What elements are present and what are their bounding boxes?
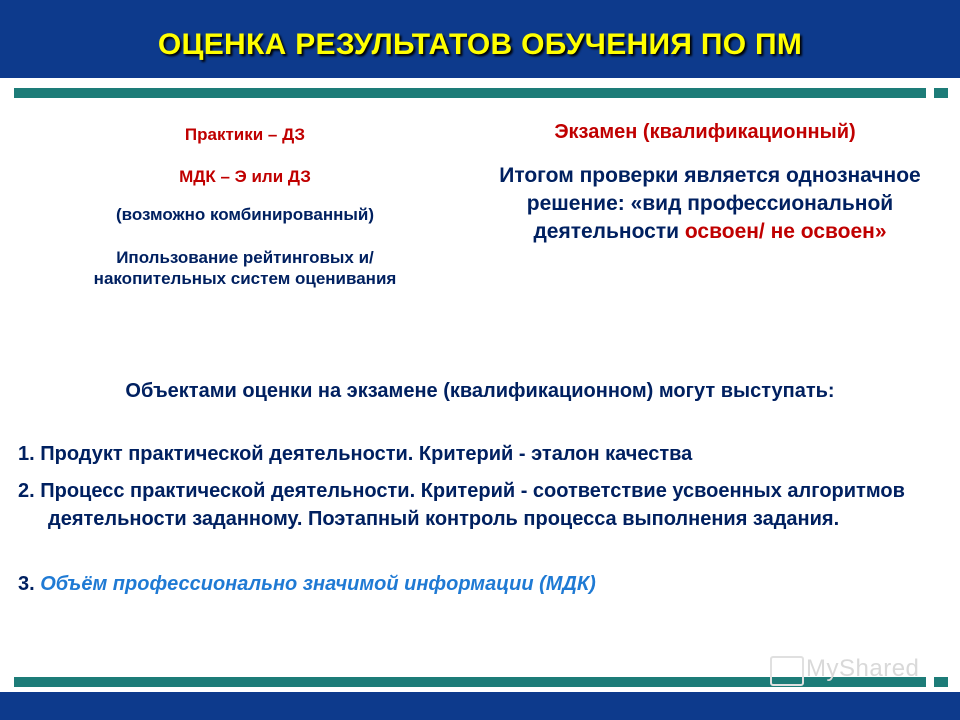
top-divider-bar	[14, 88, 926, 98]
watermark-text: MyShared	[806, 655, 920, 682]
exam-description-text: Итогом проверки является однозначное решение: «вид профессиональной деятельности	[499, 164, 921, 243]
slide-title: ОЦЕНКА РЕЗУЛЬТАТОВ ОБУЧЕНИЯ ПО ПМ	[157, 28, 803, 61]
left-line-mdk: МДК – Э или ДЗ	[179, 167, 311, 186]
list-item-number: 1.	[18, 443, 35, 465]
watermark-logo-icon	[770, 656, 804, 686]
list-item-number: 2.	[18, 480, 35, 502]
list-item	[18, 570, 960, 598]
list-item-text: Процесс практической деятельности. Критерий - соответствие усвоенных алгоритмов деятельности заданному. Поэтапный контроль процесса выполнения задания.	[40, 480, 905, 530]
footer-band	[0, 692, 960, 720]
objects-heading: Объектами оценки на экзамене (квалификационном) могут выступать:	[125, 380, 835, 402]
exam-description	[495, 162, 925, 246]
list-item	[18, 477, 960, 533]
top-divider-square	[934, 88, 948, 98]
list-item	[18, 440, 960, 468]
list-item-number: 3.	[18, 573, 35, 595]
left-line-practices: Практики – ДЗ	[184, 125, 306, 144]
exam-result-highlight: освоен/ не освоен»	[684, 220, 887, 243]
exam-title: Экзамен (квалификационный)	[554, 121, 856, 143]
list-item-text: Объём профессионально значимой информации (МДК)	[40, 573, 596, 595]
left-line-combined: (возможно комбинированный)	[115, 205, 375, 224]
bottom-divider-square	[934, 677, 948, 687]
left-line-rating-systems: Ипользование рейтинговых и/накопительных систем оценивания	[93, 248, 397, 288]
list-item-text: Продукт практической деятельности. Критерий - эталон качества	[40, 443, 693, 465]
